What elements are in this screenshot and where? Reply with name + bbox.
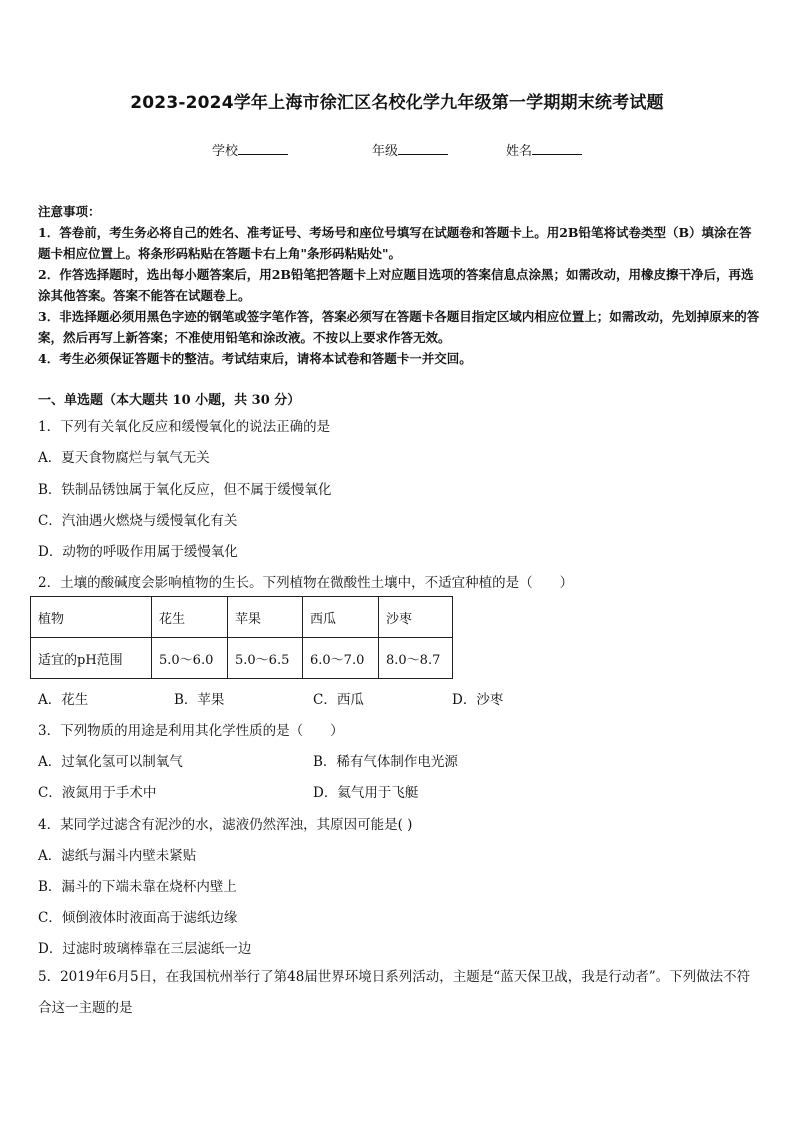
notice-item: 4．考生必须保证答题卡的整洁。考试结束后，请将本试卷和答题卡一并交回。 bbox=[38, 351, 472, 366]
grade-blank bbox=[398, 142, 448, 155]
table-cell: 沙枣 bbox=[379, 597, 453, 638]
table-cell: 花生 bbox=[152, 597, 228, 638]
question-1-stem: 1．下列有关氧化反应和缓慢氧化的说法正确的是 bbox=[38, 419, 331, 435]
question-4-option-c: C．倾倒液体时液面高于滤纸边缘 bbox=[38, 910, 238, 926]
page-title: 2023-2024学年上海市徐汇区名校化学九年级第一学期期末统考试题 bbox=[130, 93, 664, 113]
table-cell: 6.0～7.0 bbox=[303, 638, 379, 679]
school-field bbox=[212, 140, 288, 159]
name-label: 姓名 bbox=[506, 144, 533, 159]
section-heading: 一、单选题（本大题共 10 小题，共 30 分） bbox=[38, 393, 301, 408]
question-2-option-b: B．苹果 bbox=[174, 692, 225, 708]
table-cell: 5.0～6.5 bbox=[228, 638, 303, 679]
question-3-option-c: C．液氮用于手术中 bbox=[38, 785, 157, 801]
question-4-option-a: A．滤纸与漏斗内壁未紧贴 bbox=[38, 848, 197, 864]
table-cell: 西瓜 bbox=[303, 597, 379, 638]
table-cell: 苹果 bbox=[228, 597, 303, 638]
question-1-option-b: B．铁制品锈蚀属于氧化反应，但不属于缓慢氧化 bbox=[38, 482, 332, 498]
grade-field bbox=[372, 140, 448, 159]
name-blank bbox=[532, 142, 582, 155]
table-cell: 植物 bbox=[31, 597, 152, 638]
question-3-option-a: A．过氧化氢可以制氧气 bbox=[38, 754, 183, 770]
question-4-stem: 4．某同学过滤含有泥沙的水，滤液仍然浑浊，其原因可能是( ) bbox=[38, 817, 413, 833]
question-2-option-a: A．花生 bbox=[38, 692, 89, 708]
question-2-option-c: C．西瓜 bbox=[313, 692, 364, 708]
question-2-stem: 2．土壤的酸碱度会影响植物的生长。下列植物在微酸性土壤中，不适宜种植的是（ ） bbox=[38, 575, 574, 591]
table-header-row bbox=[31, 597, 453, 638]
question-5-stem: 5．2019年6月5日，在我国杭州举行了第48届世界环境日系列活动，主题是“蓝天保卫战，我是行动者”。下列做法不符合这一主题的是 bbox=[38, 969, 751, 1016]
notice-item: 2．作答选择题时，选出每小题答案后，用2B铅笔把答题卡上对应题目选项的答案信息点涂黑；如需改动，用橡皮擦干净后，再选涂其他答案。答案不能答在试题卷上。 bbox=[38, 267, 754, 303]
ph-table bbox=[30, 596, 453, 679]
question-4-option-b: B．漏斗的下端未靠在烧杯内壁上 bbox=[38, 879, 237, 895]
school-blank bbox=[238, 142, 288, 155]
grade-label: 年级 bbox=[372, 144, 399, 159]
school-label: 学校 bbox=[212, 144, 239, 159]
table-cell: 5.0～6.0 bbox=[152, 638, 228, 679]
question-1-option-a: A．夏天食物腐烂与氧气无关 bbox=[38, 450, 210, 466]
table-cell: 适宜的pH范围 bbox=[31, 638, 152, 679]
question-4-option-d: D．过滤时玻璃棒靠在三层滤纸一边 bbox=[38, 941, 252, 957]
question-1-option-d: D．动物的呼吸作用属于缓慢氧化 bbox=[38, 544, 238, 560]
notice-item: 3．非选择题必须用黑色字迹的钢笔或签字笔作答，答案必须写在答题卡各题目指定区域内相应位置上；如需改动，先划掉原来的答案，然后再写上新答案；不准使用铅笔和涂改液。不按以上要求作答无效。 bbox=[38, 309, 760, 345]
notice-block bbox=[38, 201, 760, 369]
question-3-option-b: B．稀有气体制作电光源 bbox=[313, 754, 458, 770]
question-1-option-c: C．汽油遇火燃烧与缓慢氧化有关 bbox=[38, 513, 238, 529]
table-cell: 8.0～8.7 bbox=[379, 638, 453, 679]
question-3-stem: 3．下列物质的用途是利用其化学性质的是（ ） bbox=[38, 723, 344, 739]
notice-item: 1．答卷前，考生务必将自己的姓名、准考证号、考场号和座位号填写在试题卷和答题卡上。用2B铅笔将试卷类型（B）填涂在答题卡相应位置上。将条形码粘贴在答题卡右上角"条形码粘贴处"。 bbox=[38, 225, 752, 261]
name-field bbox=[506, 140, 582, 159]
notice-heading: 注意事项： bbox=[38, 204, 101, 219]
question-2-option-d: D．沙枣 bbox=[452, 692, 504, 708]
table-row bbox=[31, 638, 453, 679]
question-3-option-d: D．氦气用于飞艇 bbox=[313, 785, 419, 801]
